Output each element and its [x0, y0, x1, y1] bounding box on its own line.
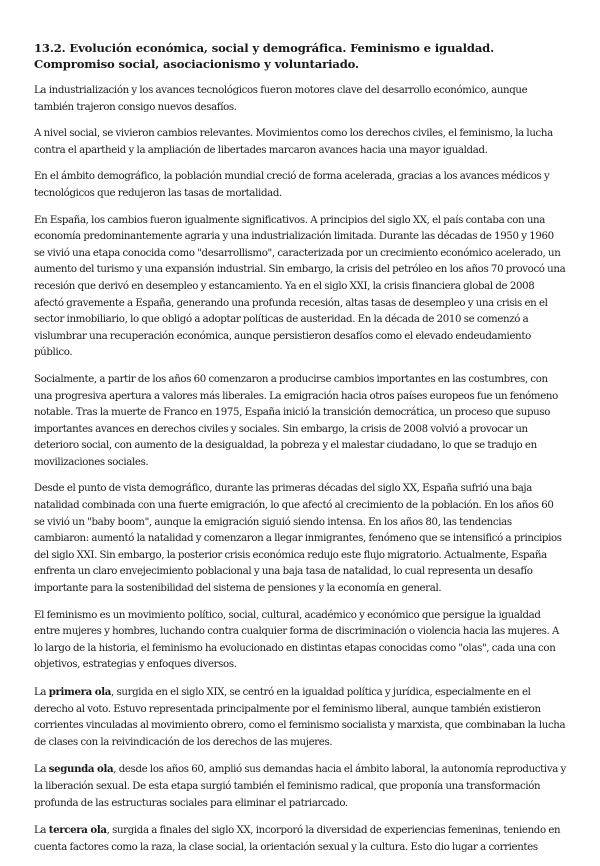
second-wave-prefix: La: [34, 764, 49, 776]
first-wave-text: , surgida en el siglo XIX, se centró en la igualdad política y jurídica, especialmente en el derecho al voto. Estuvo representada principalmente por el feminismo liberal, aunque también existieron corrientes vinculadas al movimiento obrero, como el feminismo socialista y marxista, que combinaban la lucha de clases con la reivindicación de los derechos de las mujeres.: [34, 687, 566, 748]
paragraph-second-wave: [34, 761, 566, 812]
paragraph-feminism-intro: El feminismo es un movimiento político, social, cultural, académico y económico que persigue la igualdad entre mujeres y hombres, luchando contra cualquier forma de discriminación o violencia hacia las mujeres. A lo largo de la historia, el feminismo ha evolucionado en distintas etapas conocidas como "olas", cada una con objetivos, estrategias y enfoques diversos.: [34, 609, 560, 671]
paragraph-spain-economy: En España, los cambios fueron igualmente significativos. A principios del siglo XX, el país contaba con una economía predominantemente agraria y una industrialización limitada. Durante las décadas de 1950 y 1960 se vivió una etapa conocida como "desarrollismo", caracterizada por un crecimiento económico acelerado, un aumento del turismo y una expansión industrial. Sin embargo, la crisis del petróleo en los años 70 provocó una recesión que derivó en desempleo y estancamiento. Ya en el siglo XXI, la crisis financiera global de 2008 afectó gravemente a España, generando una profunda recesión, altas tasas de desempleo y una crisis en el sector inmobiliario, lo que obligó a adoptar políticas de austeridad. En la década de 2010 se comenzó a vislumbrar una recuperación económica, aunque persistieron desafíos como el elevado endeudamiento público.: [34, 214, 566, 359]
paragraph-industrialization: La industrialización y los avances tecnológicos fueron motores clave del desarrollo económico, aunque también trajeron consigo nuevos desafíos.: [34, 85, 528, 113]
paragraph-demographics: En el ámbito demográfico, la población mundial creció de forma acelerada, gracias a los avances médicos y tecnológicos que redujeron las tasas de mortalidad.: [34, 171, 550, 199]
section-heading: 13.2. Evolución económica, social y demográfica. Feminismo e igualdad. Compromiso social, asociacionismo y voluntariado.: [34, 41, 495, 71]
third-wave-term: tercera ola: [48, 824, 107, 837]
second-wave-text: , desde los años 60, amplió sus demandas hacia el ámbito laboral, la autonomía reproductiva y la liberación sexual. De esta etapa surgió también el feminismo radical, que proponía una transformación profunda de las estructuras sociales para eliminar el patriarcado.: [34, 764, 566, 809]
first-wave-prefix: La: [34, 687, 49, 698]
first-wave-term: primera ola: [48, 686, 111, 698]
second-wave-term: segunda ola: [48, 763, 114, 776]
paragraph-third-wave: [34, 822, 566, 856]
document-page: [34, 40, 566, 866]
paragraph-first-wave: [34, 684, 566, 751]
paragraph-spain-society: Socialmente, a partir de los años 60 comenzaron a producirse cambios importantes en las costumbres, con una progresiva apertura a valores más liberales. La emigración hacia otros países europeos fue un fenómeno notable. Tras la muerte de Franco en 1975, España inició la transición democrática, un proceso que supuso importantes avances en derechos civiles y sociales. Sin embargo, la crisis de 2008 volvió a provocar un deterioro social, con aumento de la desigualdad, la pobreza y el malestar ciudadano, lo que se tradujo en movilizaciones sociales.: [34, 373, 558, 468]
paragraph-social-changes: A nivel social, se vivieron cambios relevantes. Movimientos como los derechos civiles, el feminismo, la lucha contra el apartheid y la ampliación de libertades marcaron avances hacia una mayor igualdad.: [34, 128, 553, 156]
paragraph-spain-demography: Desde el punto de vista demográfico, durante las primeras décadas del siglo XX, España sufrió una baja natalidad combinada con una fuerte emigración, lo que afectó al crecimiento de la población. En los años 60 se vivió un "baby boom", aunque la emigración siguió siendo intensa. En los años 80, las tendencias cambiaron: aumentó la natalidad y comenzaron a llegar inmigrantes, fenómeno que se intensificó a principios del siglo XXI. Sin embargo, la posterior crisis económica redujo este flujo migratorio. Actualmente, España enfrenta un claro envejecimiento poblacional y una baja tasa de natalidad, lo cual representa un desafío importante para la sostenibilidad del sistema de pensiones y la economía en general.: [34, 483, 562, 595]
third-wave-prefix: La: [34, 825, 49, 837]
third-wave-text: , surgida a finales del siglo XX, incorporó la diversidad de experiencias femeninas, teniendo en cuenta factores como la raza, la clase social, la orientación sexual y la cultura. Esto dio lugar a corrientes: [34, 825, 561, 853]
